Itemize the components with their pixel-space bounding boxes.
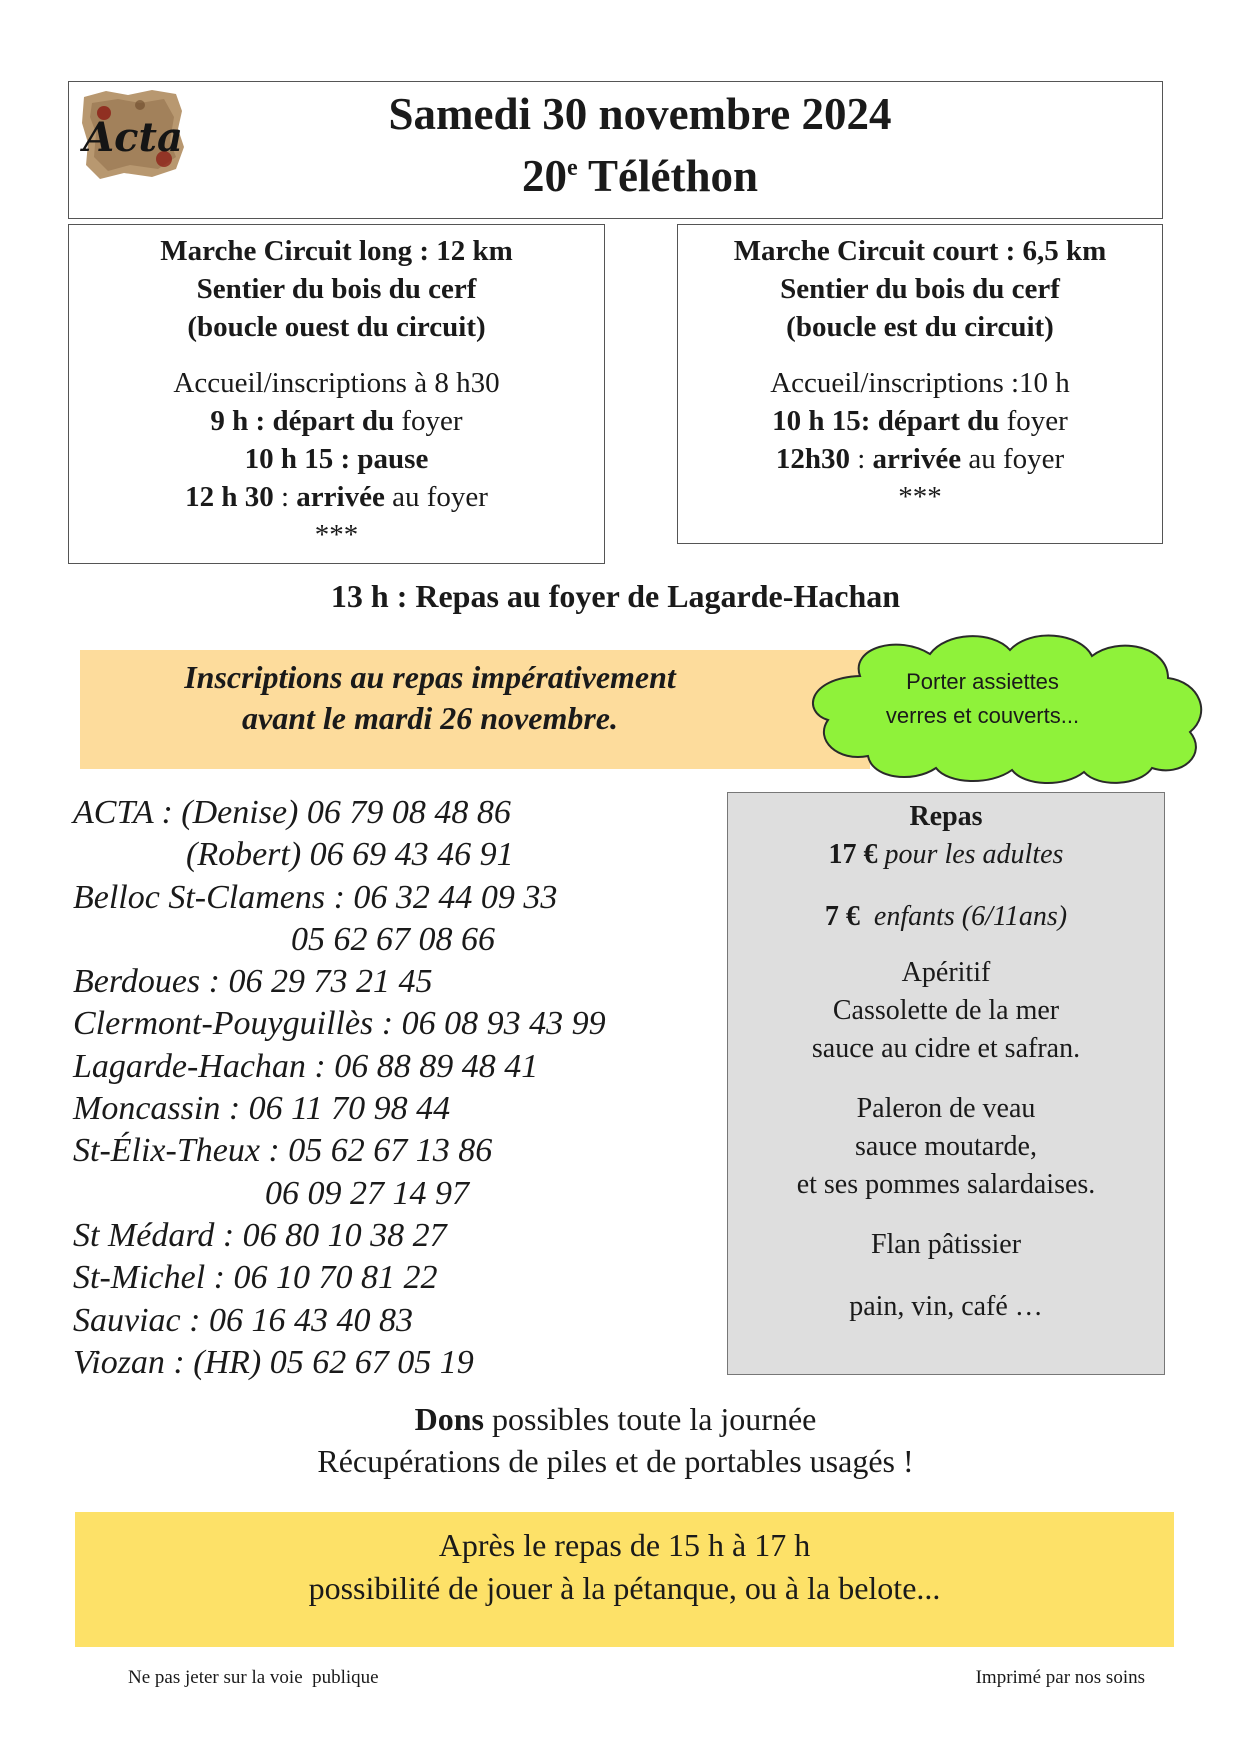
cloud-text bbox=[840, 665, 1125, 733]
contact-row: Belloc St-Clamens : 06 32 44 09 33 bbox=[73, 878, 558, 916]
after-line-1: Après le repas de 15 h à 17 h bbox=[438, 1527, 811, 1563]
walk-long-title: Marche Circuit long : 12 km bbox=[160, 235, 513, 267]
event-number: 20 bbox=[521, 151, 567, 201]
contact-row: 06 09 27 14 97 bbox=[265, 1174, 469, 1212]
child-price-value: 7 € bbox=[824, 901, 860, 932]
walk-long-arrival-word: arrivée bbox=[296, 481, 385, 513]
menu-dessert: Flan pâtissier bbox=[870, 1229, 1022, 1260]
menu-box bbox=[727, 792, 1165, 1375]
walk-long-welcome: Accueil/inscriptions à 8 h30 bbox=[173, 367, 500, 399]
cloud-line-2: verres et couverts... bbox=[885, 703, 1080, 728]
after-meal-text bbox=[75, 1524, 1174, 1610]
contact-row: Clermont-Pouyguillès : 06 08 93 43 99 bbox=[73, 1005, 606, 1043]
registration-line-1: Inscriptions au repas impérativement bbox=[184, 659, 676, 695]
walk-long-arrival-time: 12 h 30 bbox=[185, 481, 274, 513]
adult-price-value: 17 € bbox=[828, 839, 878, 870]
walk-short-depart-place: foyer bbox=[999, 405, 1068, 437]
contact-row: ACTA : (Denise) 06 79 08 48 86 bbox=[73, 794, 511, 831]
walk-long-stars: *** bbox=[314, 519, 359, 551]
contact-row: St Médard : 06 80 10 38 27 bbox=[73, 1216, 447, 1254]
menu-main-1: Paleron de veau bbox=[856, 1093, 1036, 1124]
event-date: Samedi 30 novembre 2024 bbox=[388, 89, 892, 139]
walk-long-arrival-sep: : bbox=[273, 481, 297, 513]
donations-line-1 bbox=[68, 1398, 1163, 1440]
menu-adult-price bbox=[728, 836, 1164, 874]
donations-line-2: Récupérations de piles et de portables usagés ! bbox=[317, 1443, 914, 1479]
menu-main-3: et ses pommes salardaises. bbox=[796, 1169, 1096, 1200]
footer-right: Imprimé par nos soins bbox=[975, 1667, 1145, 1688]
walk-short-welcome: Accueil/inscriptions :10 h bbox=[770, 367, 1070, 399]
walk-short-trail: Sentier du bois du cerf bbox=[780, 273, 1060, 305]
contact-row: (Robert) 06 69 43 46 91 bbox=[186, 836, 514, 874]
menu-main-2: sauce moutarde, bbox=[855, 1131, 1037, 1162]
contact-row: St-Michel : 06 10 70 81 22 bbox=[73, 1259, 438, 1297]
walk-short-stars: *** bbox=[898, 481, 942, 513]
contact-row: Viozan : (HR) 05 62 67 05 19 bbox=[73, 1343, 474, 1381]
event-number-suffix: e bbox=[566, 155, 578, 181]
registration-line-2: avant le mardi 26 novembre. bbox=[242, 700, 618, 736]
footer-left: Ne pas jeter sur la voie publique bbox=[128, 1667, 379, 1688]
after-line-2: possibilité de jouer à la pétanque, ou à la belote... bbox=[308, 1570, 941, 1606]
donations-info bbox=[68, 1398, 1163, 1482]
contact-row: Moncassin : 06 11 70 98 44 bbox=[73, 1090, 451, 1128]
menu-extras: pain, vin, café … bbox=[849, 1291, 1043, 1322]
menu-starter-2: Cassolette de la mer bbox=[832, 995, 1060, 1026]
walk-long-loop: (boucle ouest du circuit) bbox=[187, 311, 486, 343]
contact-row: Lagarde-Hachan : 06 88 89 48 41 bbox=[73, 1047, 539, 1085]
walk-short-arrival bbox=[678, 440, 1162, 478]
event-name: Téléthon bbox=[577, 151, 759, 201]
cloud-line-1: Porter assiettes bbox=[906, 669, 1059, 694]
meal-time: 13 h : Repas au foyer de Lagarde-Hachan bbox=[330, 578, 901, 614]
contact-row: Sauviac : 06 16 43 40 83 bbox=[73, 1301, 413, 1339]
walk-short-loop: (boucle est du circuit) bbox=[786, 311, 1054, 343]
walk-short-arrival-time: 12h30 bbox=[775, 443, 850, 475]
walk-short-title: Marche Circuit court : 6,5 km bbox=[733, 235, 1107, 267]
donations-bold: Dons bbox=[414, 1401, 484, 1437]
contact-row: 05 62 67 08 66 bbox=[291, 920, 495, 958]
contact-list bbox=[73, 792, 713, 1384]
walk-short-arrival-sep: : bbox=[849, 443, 873, 475]
walk-long-arrival bbox=[69, 478, 604, 516]
adult-price-label: pour les adultes bbox=[877, 839, 1064, 870]
walk-long-depart bbox=[69, 402, 604, 440]
walk-short-depart bbox=[678, 402, 1162, 440]
menu-title: Repas bbox=[909, 801, 983, 832]
acta-logo bbox=[78, 87, 188, 185]
walk-short-arrival-word: arrivée bbox=[872, 443, 962, 475]
walk-long-depart-time: 9 h : départ du bbox=[210, 405, 395, 437]
menu-child-price bbox=[728, 898, 1164, 936]
registration-deadline bbox=[80, 657, 780, 739]
logo-text: Acta bbox=[83, 114, 183, 161]
contact-row: Berdoues : 06 29 73 21 45 bbox=[73, 963, 433, 1001]
walk-long-pause: 10 h 15 : pause bbox=[244, 443, 429, 475]
menu-starter-3: sauce au cidre et safran. bbox=[811, 1033, 1081, 1064]
walk-short-box bbox=[677, 224, 1163, 544]
contact-row: St-Élix-Theux : 05 62 67 13 86 bbox=[73, 1132, 493, 1170]
walk-short-arrival-place: au foyer bbox=[961, 443, 1065, 475]
walk-long-trail: Sentier du bois du cerf bbox=[196, 273, 477, 305]
walk-long-arrival-place: au foyer bbox=[384, 481, 488, 513]
walk-short-depart-time: 10 h 15: départ du bbox=[772, 405, 1000, 437]
event-title bbox=[250, 150, 1030, 202]
donations-rest: possibles toute la journée bbox=[483, 1401, 817, 1437]
walk-long-box bbox=[68, 224, 605, 564]
child-price-label: enfants (6/11ans) bbox=[859, 901, 1068, 932]
menu-starter-1: Apéritif bbox=[901, 957, 991, 988]
walk-long-depart-place: foyer bbox=[394, 405, 463, 437]
